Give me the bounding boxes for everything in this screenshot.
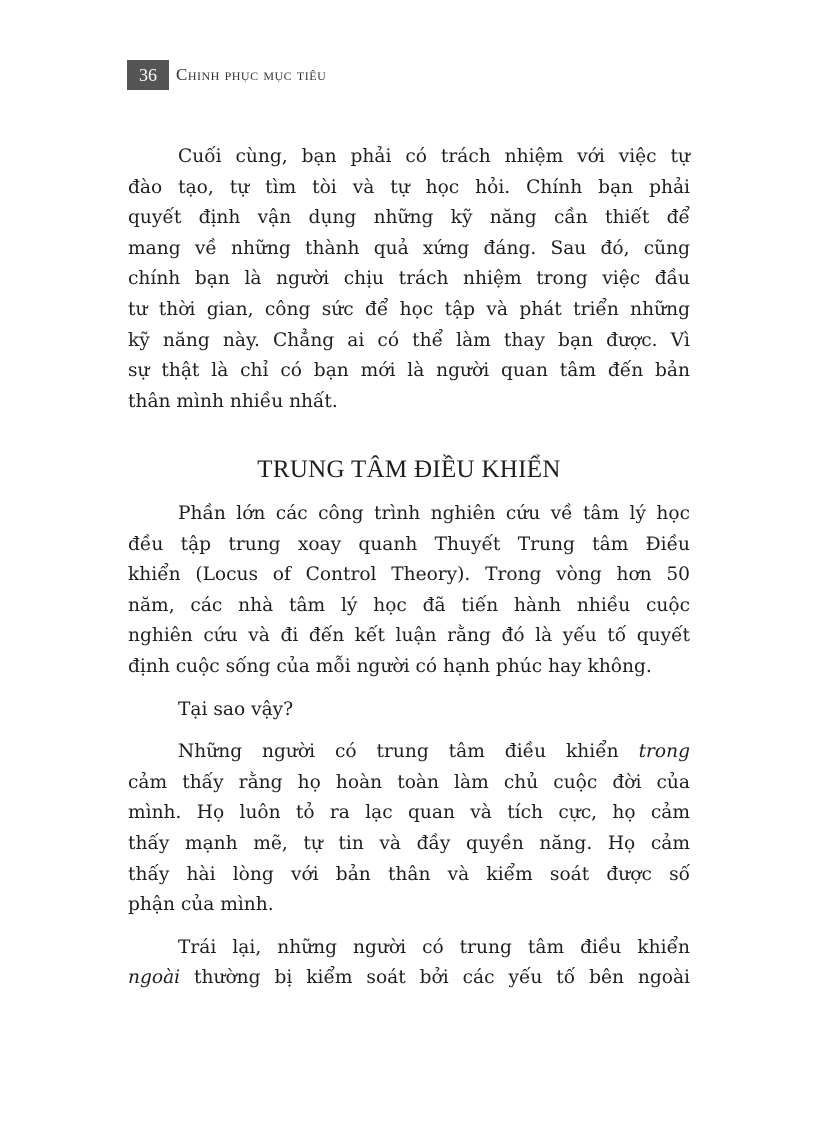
- text-line: tư thời gian, công sức để học tập và phát triển những: [128, 298, 690, 320]
- body-text-bottom: [128, 499, 690, 994]
- text-run: Những người có trung tâm điều khiển: [178, 741, 639, 763]
- italic-term-trong: trong: [638, 741, 690, 763]
- text-line: thấy hài lòng với bản thân và kiểm soát được số: [128, 863, 690, 885]
- text-line: [128, 737, 690, 768]
- text-line: Cuối cùng, bạn phải có trách nhiệm với việc tự: [178, 146, 690, 167]
- paragraph-external-locus: [128, 933, 690, 994]
- text-line: kỹ năng này. Chẳng ai có thể làm thay bạn được. Vì: [128, 329, 690, 351]
- text-line: định cuộc sống của mỗi người có hạnh phúc hay không.: [128, 655, 652, 677]
- text-line: sự thật là chỉ có bạn mới là người quan tâm đến bản: [128, 360, 690, 382]
- section-heading: TRUNG TÂM ĐIỀU KHIỂN: [257, 456, 561, 483]
- text-line: [128, 963, 690, 994]
- page-number: 36: [127, 60, 169, 90]
- text-line: mình. Họ luôn tỏ ra lạc quan và tích cực, họ cảm: [128, 802, 690, 824]
- text-line: cảm thấy rằng họ hoàn toàn làm chủ cuộc đời của: [128, 771, 690, 793]
- text-run: thường bị kiểm soát bởi các yếu tố bên ngoài: [180, 967, 690, 989]
- text-line: nghiên cứu và đi đến kết luận rằng đó là yếu tố quyết: [128, 625, 690, 647]
- text-line: năm, các nhà tâm lý học đã tiến hành nhiều cuộc: [128, 594, 690, 616]
- text-line: Tại sao vậy?: [178, 698, 294, 720]
- text-line: Phần lớn các công trình nghiên cứu về tâm lý học: [178, 503, 690, 524]
- text-line: chính bạn là người chịu trách nhiệm trong việc đầu: [128, 268, 690, 290]
- paragraph-internal-locus: [128, 737, 690, 921]
- text-line: đào tạo, tự tìm tòi và tự học hỏi. Chính bạn phải: [128, 176, 690, 198]
- text-line: thấy mạnh mẽ, tự tin và đầy quyền năng. Họ cảm: [128, 832, 690, 854]
- text-line: đều tập trung xoay quanh Thuyết Trung tâm Điều: [128, 533, 690, 555]
- text-line: thân mình nhiều nhất.: [128, 390, 338, 412]
- text-line: phận của mình.: [128, 894, 274, 916]
- paragraph-question: [128, 695, 690, 726]
- running-head: [127, 60, 326, 90]
- text-line: mang về những thành quả xứng đáng. Sau đó, cũng: [128, 237, 690, 259]
- text-line: khiển (Locus of Control Theory). Trong vòng hơn 50: [128, 564, 690, 586]
- paragraph-responsibility: [128, 142, 690, 417]
- text-line: Trái lại, những người có trung tâm điều khiển: [178, 936, 690, 958]
- body-text-top: [128, 142, 690, 417]
- paragraph-locus-of-control: [128, 499, 690, 683]
- text-line: quyết định vận dụng những kỹ năng cần thiết để: [128, 207, 690, 229]
- italic-term-ngoai: ngoài: [128, 967, 181, 989]
- book-title: Chinh phục mục tiêu: [176, 65, 327, 84]
